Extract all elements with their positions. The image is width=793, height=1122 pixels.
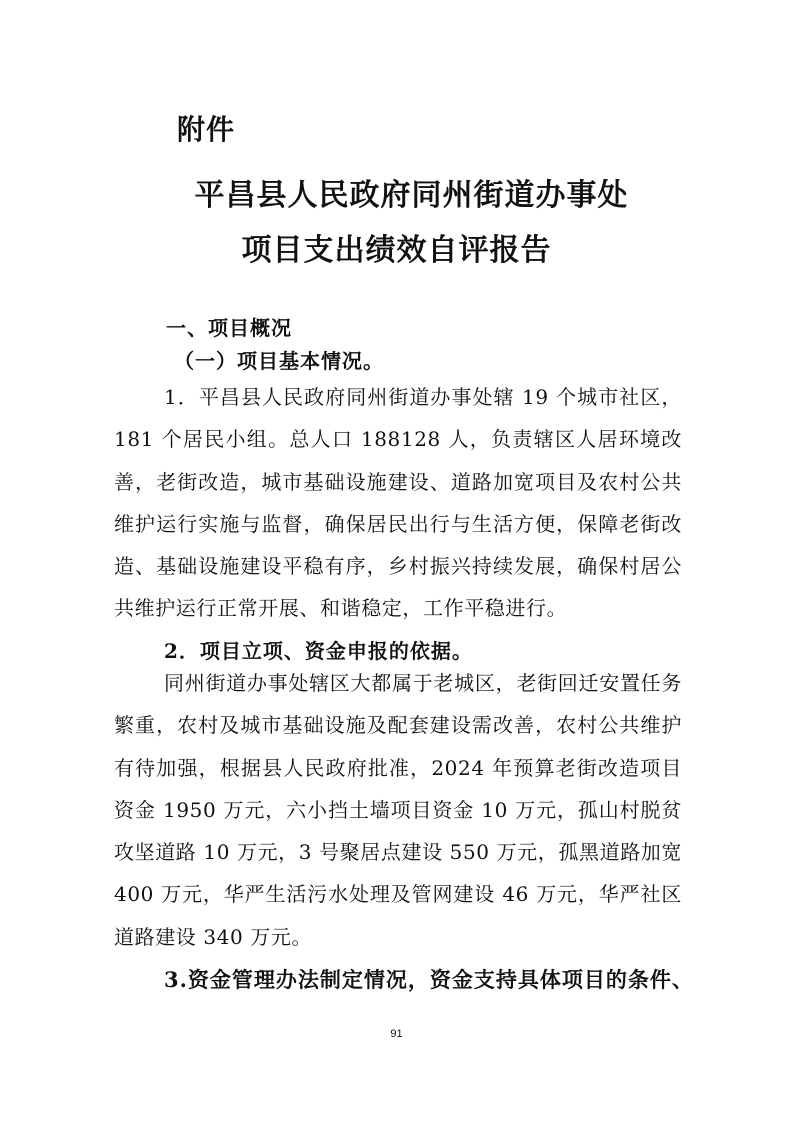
paragraph-basic-info: 1．平昌县人民政府同州街道办事处辖 19 个城市社区，181 个居民小组。总人口 188128 人，负责辖区人居环境改善，老街改造，城市基础设施建设、道路加宽项目及农村公共维护运行实施与监督，确保居民出行与生活方便，保障老街改造、基础设施建设平稳有序，乡村振兴持续发展，确保村居公共维护运行正常开展、和谐稳定，工作平稳进行。 [114,385,682,621]
document-title-line2: 项目支出绩效自评报告 [241,233,552,268]
subsection-heading-basic-info: （一）项目基本情况。 [174,349,384,373]
item-heading-project-basis: 2．项目立项、资金申报的依据。 [164,639,473,663]
section-heading-overview: 一、项目概况 [166,316,292,340]
document-title-line1: 平昌县人民政府同州街道办事处 [194,178,629,213]
paragraph-project-basis: 同州街道办事处辖区大都属于老城区，老街回迁安置任务繁重，农村及城市基础设施及配套建设需改善，农村公共维护有待加强，根据县人民政府批准，2024 年预算老街改造项目资金 1950 万元，六小挡土墙项目资金 10 万元，孤山村脱贫攻坚道路 10 万元，3 号聚居点建设 550 万元，孤黑道路加宽 400 万元，华严生活污水处理及管网建设 46 万元，华严社区道路建设 340 万元。 [114,671,682,949]
page-number: 91 [390,1028,403,1040]
item-heading-fund-management: 3.资金管理办法制定情况，资金支持具体项目的条件、 [164,967,694,992]
attachment-label: 附件 [177,113,236,146]
